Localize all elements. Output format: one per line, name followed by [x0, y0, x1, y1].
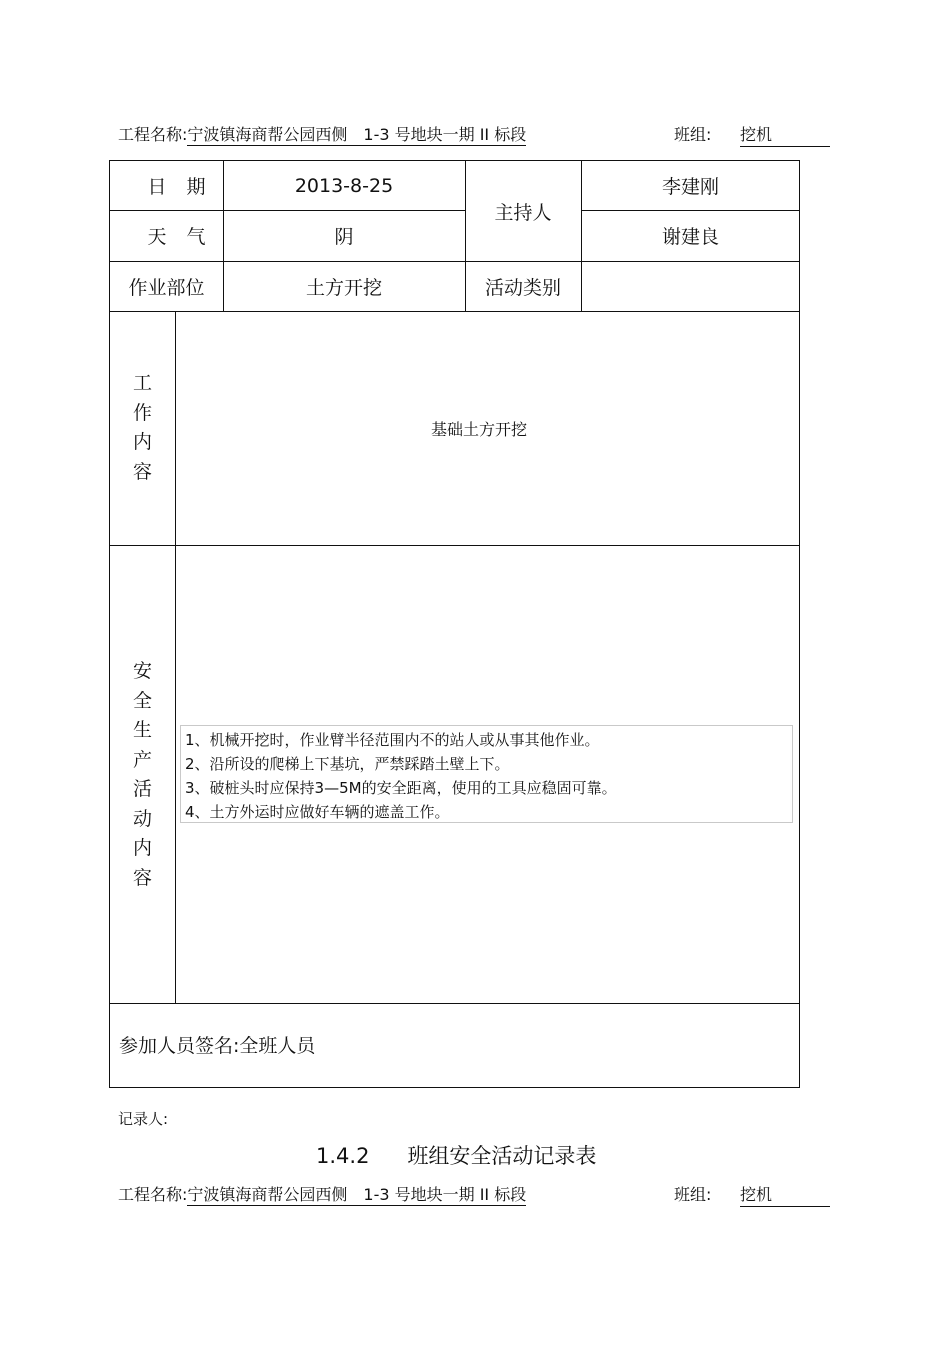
host-label: 主持人	[494, 201, 552, 224]
activity-type-label: 活动类别	[484, 276, 561, 299]
location-value: 土方开挖	[305, 276, 382, 299]
divider	[110, 1003, 800, 1004]
divider	[110, 545, 800, 546]
activity-type-value	[581, 261, 800, 311]
safety-item: 3、破桩头时应保持3—5M的安全距离，使用的工具应稳固可靠。	[185, 779, 617, 797]
project-label: 工程名称:	[118, 1185, 188, 1204]
safety-item: 2、沿所设的爬梯上下基坑，严禁踩踏土壁上下。	[185, 755, 510, 773]
label-char: 作	[132, 401, 152, 424]
safety-items	[180, 725, 793, 823]
divider	[175, 311, 176, 1003]
label-char: 内	[132, 837, 152, 859]
project-label: 工程名称:	[118, 125, 188, 144]
participants-row	[119, 1031, 315, 1058]
safety-activity-form	[109, 160, 800, 1088]
team-label: 班组:	[674, 125, 712, 144]
participants-label: 参加人员签名:	[119, 1035, 240, 1057]
project-name: 宁波镇海商帮公园西侧 1-3 号地块一期 II 标段	[187, 125, 527, 144]
work-content-label	[110, 369, 175, 487]
label-char: 动	[132, 807, 152, 830]
label-char: 工	[132, 372, 152, 394]
safety-content-label	[110, 657, 175, 893]
project-header-2	[118, 1182, 773, 1205]
label-char: 容	[132, 866, 152, 889]
safety-item: 1、机械开挖时，作业臂半径范围内不的站人或从事其他作业。	[185, 731, 600, 749]
recorder-label: 记录人:	[118, 1110, 169, 1128]
label-char: 容	[132, 460, 152, 483]
date-label: 日期	[147, 176, 226, 198]
section-title	[316, 1140, 596, 1170]
host-name-1: 李建刚	[661, 176, 719, 198]
work-content: 基础土方开挖	[431, 420, 528, 439]
label-char: 内	[132, 431, 152, 453]
label-char: 生	[132, 719, 152, 741]
project-name: 宁波镇海商帮公园西侧 1-3 号地块一期 II 标段	[187, 1185, 527, 1204]
label-char: 全	[132, 689, 152, 712]
team-label: 班组:	[674, 1185, 712, 1204]
project-header	[118, 122, 773, 145]
host-name-2: 谢建良	[661, 226, 719, 248]
weather-label: 天气	[147, 226, 226, 248]
location-label: 作业部位	[128, 276, 205, 299]
team-value: 挖机	[740, 122, 830, 147]
safety-item: 4、土方外运时应做好车辆的遮盖工作。	[185, 803, 450, 821]
section-title-text: 班组安全活动记录表	[407, 1144, 597, 1168]
participants-value: 全班人员	[239, 1035, 316, 1057]
section-number: 1.4.2	[316, 1144, 370, 1168]
weather-value: 阴	[334, 226, 354, 248]
label-char: 活	[132, 778, 152, 800]
label-char: 安	[132, 660, 152, 682]
label-char: 产	[132, 748, 152, 771]
date-value: 2013-8-25	[294, 174, 394, 197]
team-value: 挖机	[740, 1182, 830, 1207]
divider	[110, 311, 800, 312]
